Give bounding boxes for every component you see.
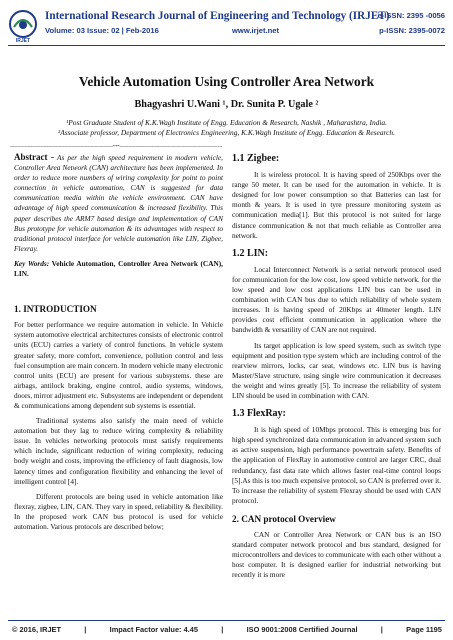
p-issn: p-ISSN: 2395-0072	[379, 26, 445, 35]
footer-page-number: Page 1195	[406, 625, 442, 634]
flexray-heading: 1.3 FlexRay:	[232, 408, 286, 420]
can-heading: 2. CAN protocol Overview	[232, 513, 336, 524]
zigbee-heading: 1.1 Zigbee:	[232, 153, 280, 164]
right-column	[232, 152, 441, 585]
affiliation-1: ¹Post Graduate Student of K.K.Wagh Institute of Engg. Education & Research, Nashik , Maharashtra, India.	[66, 118, 387, 127]
intro-heading: 1. INTRODUCTION	[14, 304, 97, 315]
footer-divider: |	[380, 625, 383, 634]
irjet-logo-icon	[8, 9, 38, 39]
keywords-label: Key Words:	[14, 258, 50, 268]
footer-iso: ISO 9001:2008 Certified Journal	[246, 625, 358, 634]
lin-paragraph-1: Local Interconnect Network is a serial network protocol used for communication for the low cost, low speed vehicle network. for the low speed and low cost applications LIN bus can be used in combination with CAN bus due to which reliability of whole system increases. It is having speed of 20Kbps at 40meter length. LIN provides cost efficient communication in application where the bandwidth & versatility of CAN are not required.	[232, 264, 441, 335]
left-column	[14, 152, 223, 537]
footer-copyright: © 2016, IRJET	[12, 625, 61, 634]
intro-paragraph-3: Different protocols are being used in vehicle automation like flexray, zigbee, LIN, CAN. They vary in speed, reliability & flexibility. In the proposed work CAN bus protocol is used for vehicle automation. Various protocols are described below;	[14, 491, 223, 531]
abstract	[14, 152, 223, 254]
footer-rule	[8, 620, 445, 621]
lin-paragraph-2: Its target application is low speed system, such as switch type equipment and position type system which are including control of the rearview mirrors, locks, car seat, windows etc. LIN bus is having Master/Slave structure, using single wire communication it decreases the weight and wires greatly [5]. To increase the reliability of system LIN should be used in combination with CAN.	[232, 340, 441, 400]
section-separator: ----------------------------------------------------------------------***----------------------------------------------------------------------	[10, 145, 223, 150]
volume-issue: Volume: 03 Issue: 02 | Feb-2016	[45, 26, 159, 35]
e-issn: e-ISSN: 2395 -0056	[377, 11, 445, 20]
page-footer	[12, 625, 442, 634]
journal-header	[8, 9, 445, 49]
paper-title: Vehicle Automation Using Controller Area Network	[78, 74, 375, 89]
abstract-text: As per the high speed requirement in modern vehicle, Controller Area Network (CAN) architecture has been implemented. In order to reduce more numbers of wiring complexity for point to point connection in vehicle automation, CAN is suggested for data communication media within the vehicle environment. CAN have advantage of high speed communication & increased flexibility. This paper describes the ARM7 based design and implementation of CAN Bus prototype for vehicle automation & its advantages with respect to traditional protocol interface for vehicle automation like LIN, Zigbee, Flexray.	[14, 153, 223, 253]
intro-paragraph-2: Traditional systems also satisfy the main need of vehicle automation but they lag to reduce wiring complexity & reliability issue. In vehicles networking protocols must satisfy requirements which include, significant reduction of wiring complexity, reducing body weight and costs, improving the efficiency of fault diagnosis, low latency times and configuration flexibility and enhancing the level of intelligent control [4].	[14, 416, 223, 486]
footer-impact-factor: Impact Factor value: 4.45	[109, 625, 198, 634]
keywords	[14, 259, 223, 279]
abstract-label: Abstract -	[14, 152, 55, 162]
footer-divider: |	[84, 625, 87, 634]
can-paragraph: CAN or Controller Area Network or CAN bus is an ISO standard computer network protocol and bus standard, designed for microcontrollers and devices to communicate with each other without a host computer. It is designed earlier for industrial networking but recently it is more	[232, 530, 441, 580]
journal-title: International Research Journal of Engineering and Technology (IRJET)	[45, 10, 390, 22]
journal-website-link[interactable]: www.irjet.net	[232, 26, 279, 35]
paper-authors: Bhagyashri U.Wani ¹, Dr. Sunita P. Ugale ²	[134, 99, 319, 110]
footer-divider: |	[221, 625, 224, 634]
lin-heading: 1.2 LIN:	[232, 247, 269, 259]
logo-text: IRJET	[15, 38, 31, 44]
flexray-paragraph: It is high speed of 10Mbps protocol. This is emerging bus for high speed synchronized data communication in advanced system such as active suspension, high performance powertrain safety. Benefits of the application of FlexRay in automotive control are larger CRC, dual redundancy, fast data rate which allows faster real-time control loops [5].As this is too much expensive protocol, so CAN is preferred over it. To increase the reliability of system Flexray should be used with CAN protocol.	[232, 425, 441, 505]
header-rule	[8, 45, 445, 46]
affiliation-2: ²Associate professor, Department of Electronics Engineering, K.K.Wagh Institute of Engg. Education & Research.	[58, 128, 395, 137]
keywords-text: Vehicle Automation, Controller Area Network (CAN), LIN.	[14, 258, 223, 279]
intro-paragraph-1: For better performance we require automation in vehicle. In Vehicle system automotive electrical architectures consists of electronic control units (ECU) carries a variety of control functions. In vehicle system greater safety, more comfort, convenience, pollution control and less fuel consumption are main concern. In modern vehicle many electronic control units (ECU) are present for various subsystems. these are airbags, antilock braking, engine control, audio systems, windows, doors, mirror adjustment etc. Subsystems are independent or dependent & communications among dependent sub systems is essential.	[14, 320, 223, 410]
zigbee-paragraph: It is wireless protocol. It is having speed of 250Kbps over the range 50 meter. It can be used for the automation in vehicle. It is designed for low power consumption so that Batteries can last for month & years. It is used in tyre pressure monitoring system as communication media[1]. But this protocol is not suited for large distance communication & not that much reliable as Controller area network.	[232, 170, 441, 240]
